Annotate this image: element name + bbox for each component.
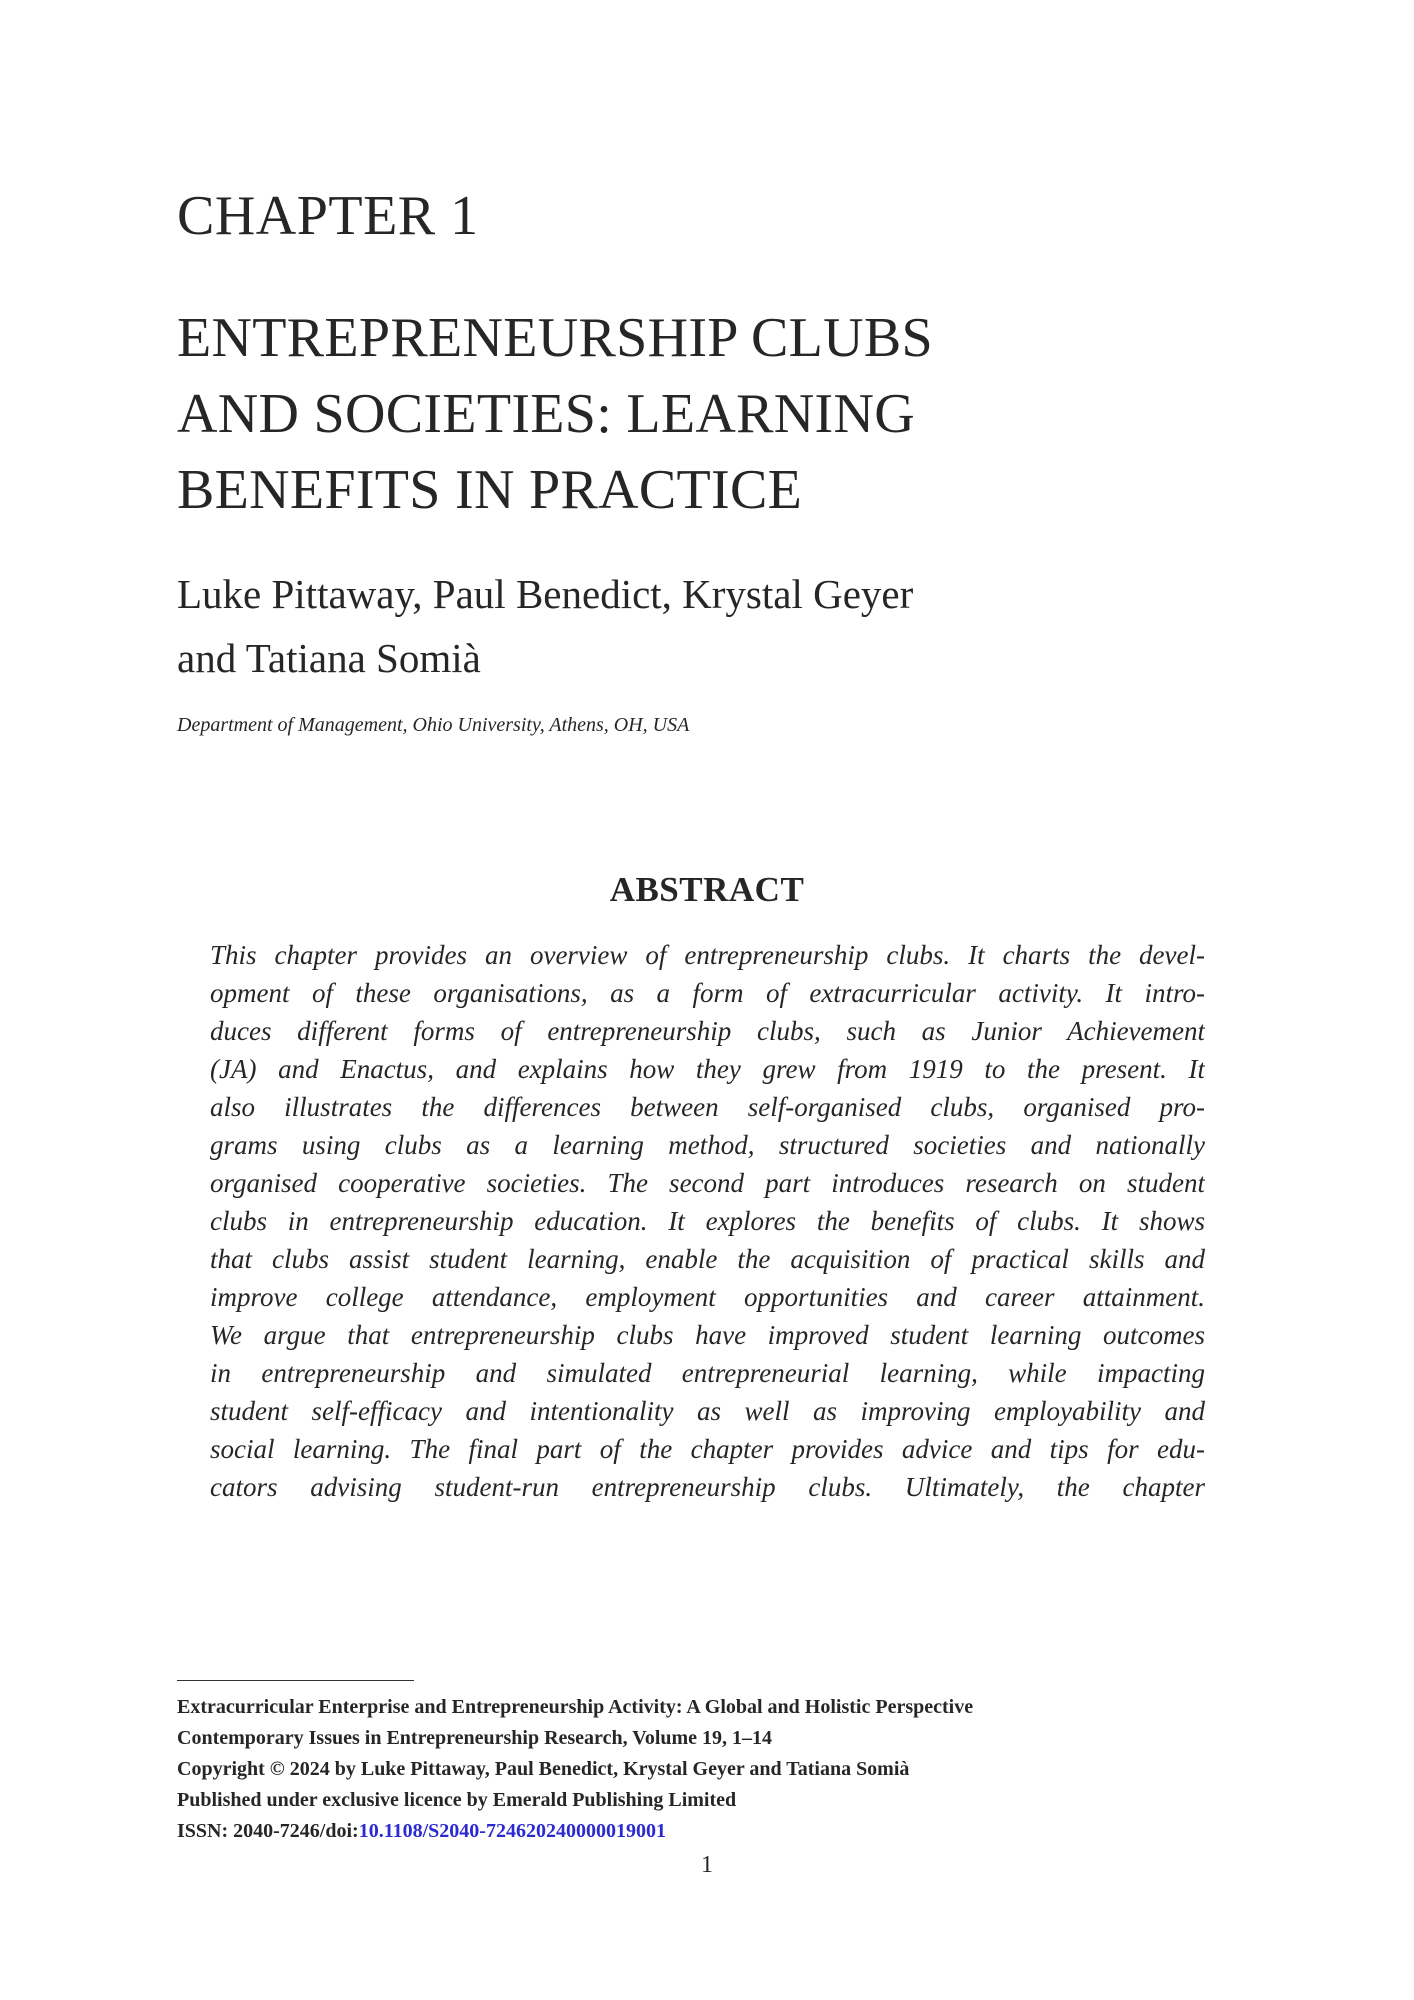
- publication-footnote: [177, 1692, 973, 1847]
- abstract-line: duces different forms of entrepreneurship clubs, such as Junior Achievement: [210, 1016, 1205, 1046]
- footnote-series: Contemporary Issues in Entrepreneurship Research, Volume 19, 1–14: [177, 1727, 773, 1749]
- abstract-line: student self-efficacy and intentionality as well as improving employability and: [210, 1396, 1205, 1426]
- abstract-line: opment of these organisations, as a form of extracurricular activity. It intro-: [210, 978, 1205, 1008]
- abstract-line: improve college attendance, employment opportunities and career attainment.: [210, 1282, 1205, 1312]
- abstract-line: also illustrates the differences between self-organised clubs, organised pro-: [210, 1092, 1205, 1122]
- abstract-line: organised cooperative societies. The second part introduces research on student: [210, 1168, 1205, 1198]
- abstract-line: grams using clubs as a learning method, structured societies and nationally: [210, 1130, 1205, 1160]
- abstract-line: This chapter provides an overview of entrepreneurship clubs. It charts the devel-: [210, 940, 1205, 970]
- abstract-line: social learning. The final part of the chapter provides advice and tips for edu-: [210, 1434, 1205, 1464]
- abstract-line: that clubs assist student learning, enable the acquisition of practical skills and: [210, 1244, 1205, 1274]
- chapter-label: CHAPTER 1: [177, 185, 479, 247]
- author-list: [177, 562, 913, 690]
- page-number: 1: [701, 1852, 713, 1878]
- abstract-line: in entrepreneurship and simulated entrepreneurial learning, while impacting: [210, 1358, 1205, 1388]
- abstract-body: [210, 936, 1205, 1506]
- footnote-licence: Published under exclusive licence by Emerald Publishing Limited: [177, 1789, 737, 1811]
- abstract-heading: ABSTRACT: [609, 870, 805, 909]
- author-line: and Tatiana Somià: [177, 635, 481, 681]
- footnote-book-title: Extracurricular Enterprise and Entrepreneurship Activity: A Global and Holistic Perspective: [177, 1696, 974, 1718]
- chapter-title: [177, 300, 1177, 528]
- author-affiliation: Department of Management, Ohio University, Athens, OH, USA: [177, 714, 690, 736]
- footnote-copyright: Copyright © 2024 by Luke Pittaway, Paul Benedict, Krystal Geyer and Tatiana Somià: [177, 1758, 910, 1780]
- footnote-issn-doi: [177, 1816, 973, 1847]
- issn-text: ISSN: 2040-7246/doi:: [177, 1820, 359, 1842]
- abstract-line: We argue that entrepreneurship clubs have improved student learning outcomes: [210, 1320, 1205, 1350]
- chapter-title-line: ENTREPRENEURSHIP CLUBS: [177, 307, 933, 369]
- abstract-line: clubs in entrepreneurship education. It explores the benefits of clubs. It shows: [210, 1206, 1205, 1236]
- abstract-line: (JA) and Enactus, and explains how they grew from 1919 to the present. It: [210, 1054, 1205, 1084]
- chapter-title-line: BENEFITS IN PRACTICE: [177, 459, 803, 521]
- abstract-line: cators advising student-run entrepreneurship clubs. Ultimately, the chapter: [210, 1472, 1205, 1502]
- footnote-divider: [177, 1680, 414, 1681]
- doi-link[interactable]: 10.1108/S2040-724620240000019001: [358, 1820, 666, 1842]
- chapter-title-line: AND SOCIETIES: LEARNING: [177, 383, 915, 445]
- author-line: Luke Pittaway, Paul Benedict, Krystal Geyer: [177, 571, 914, 617]
